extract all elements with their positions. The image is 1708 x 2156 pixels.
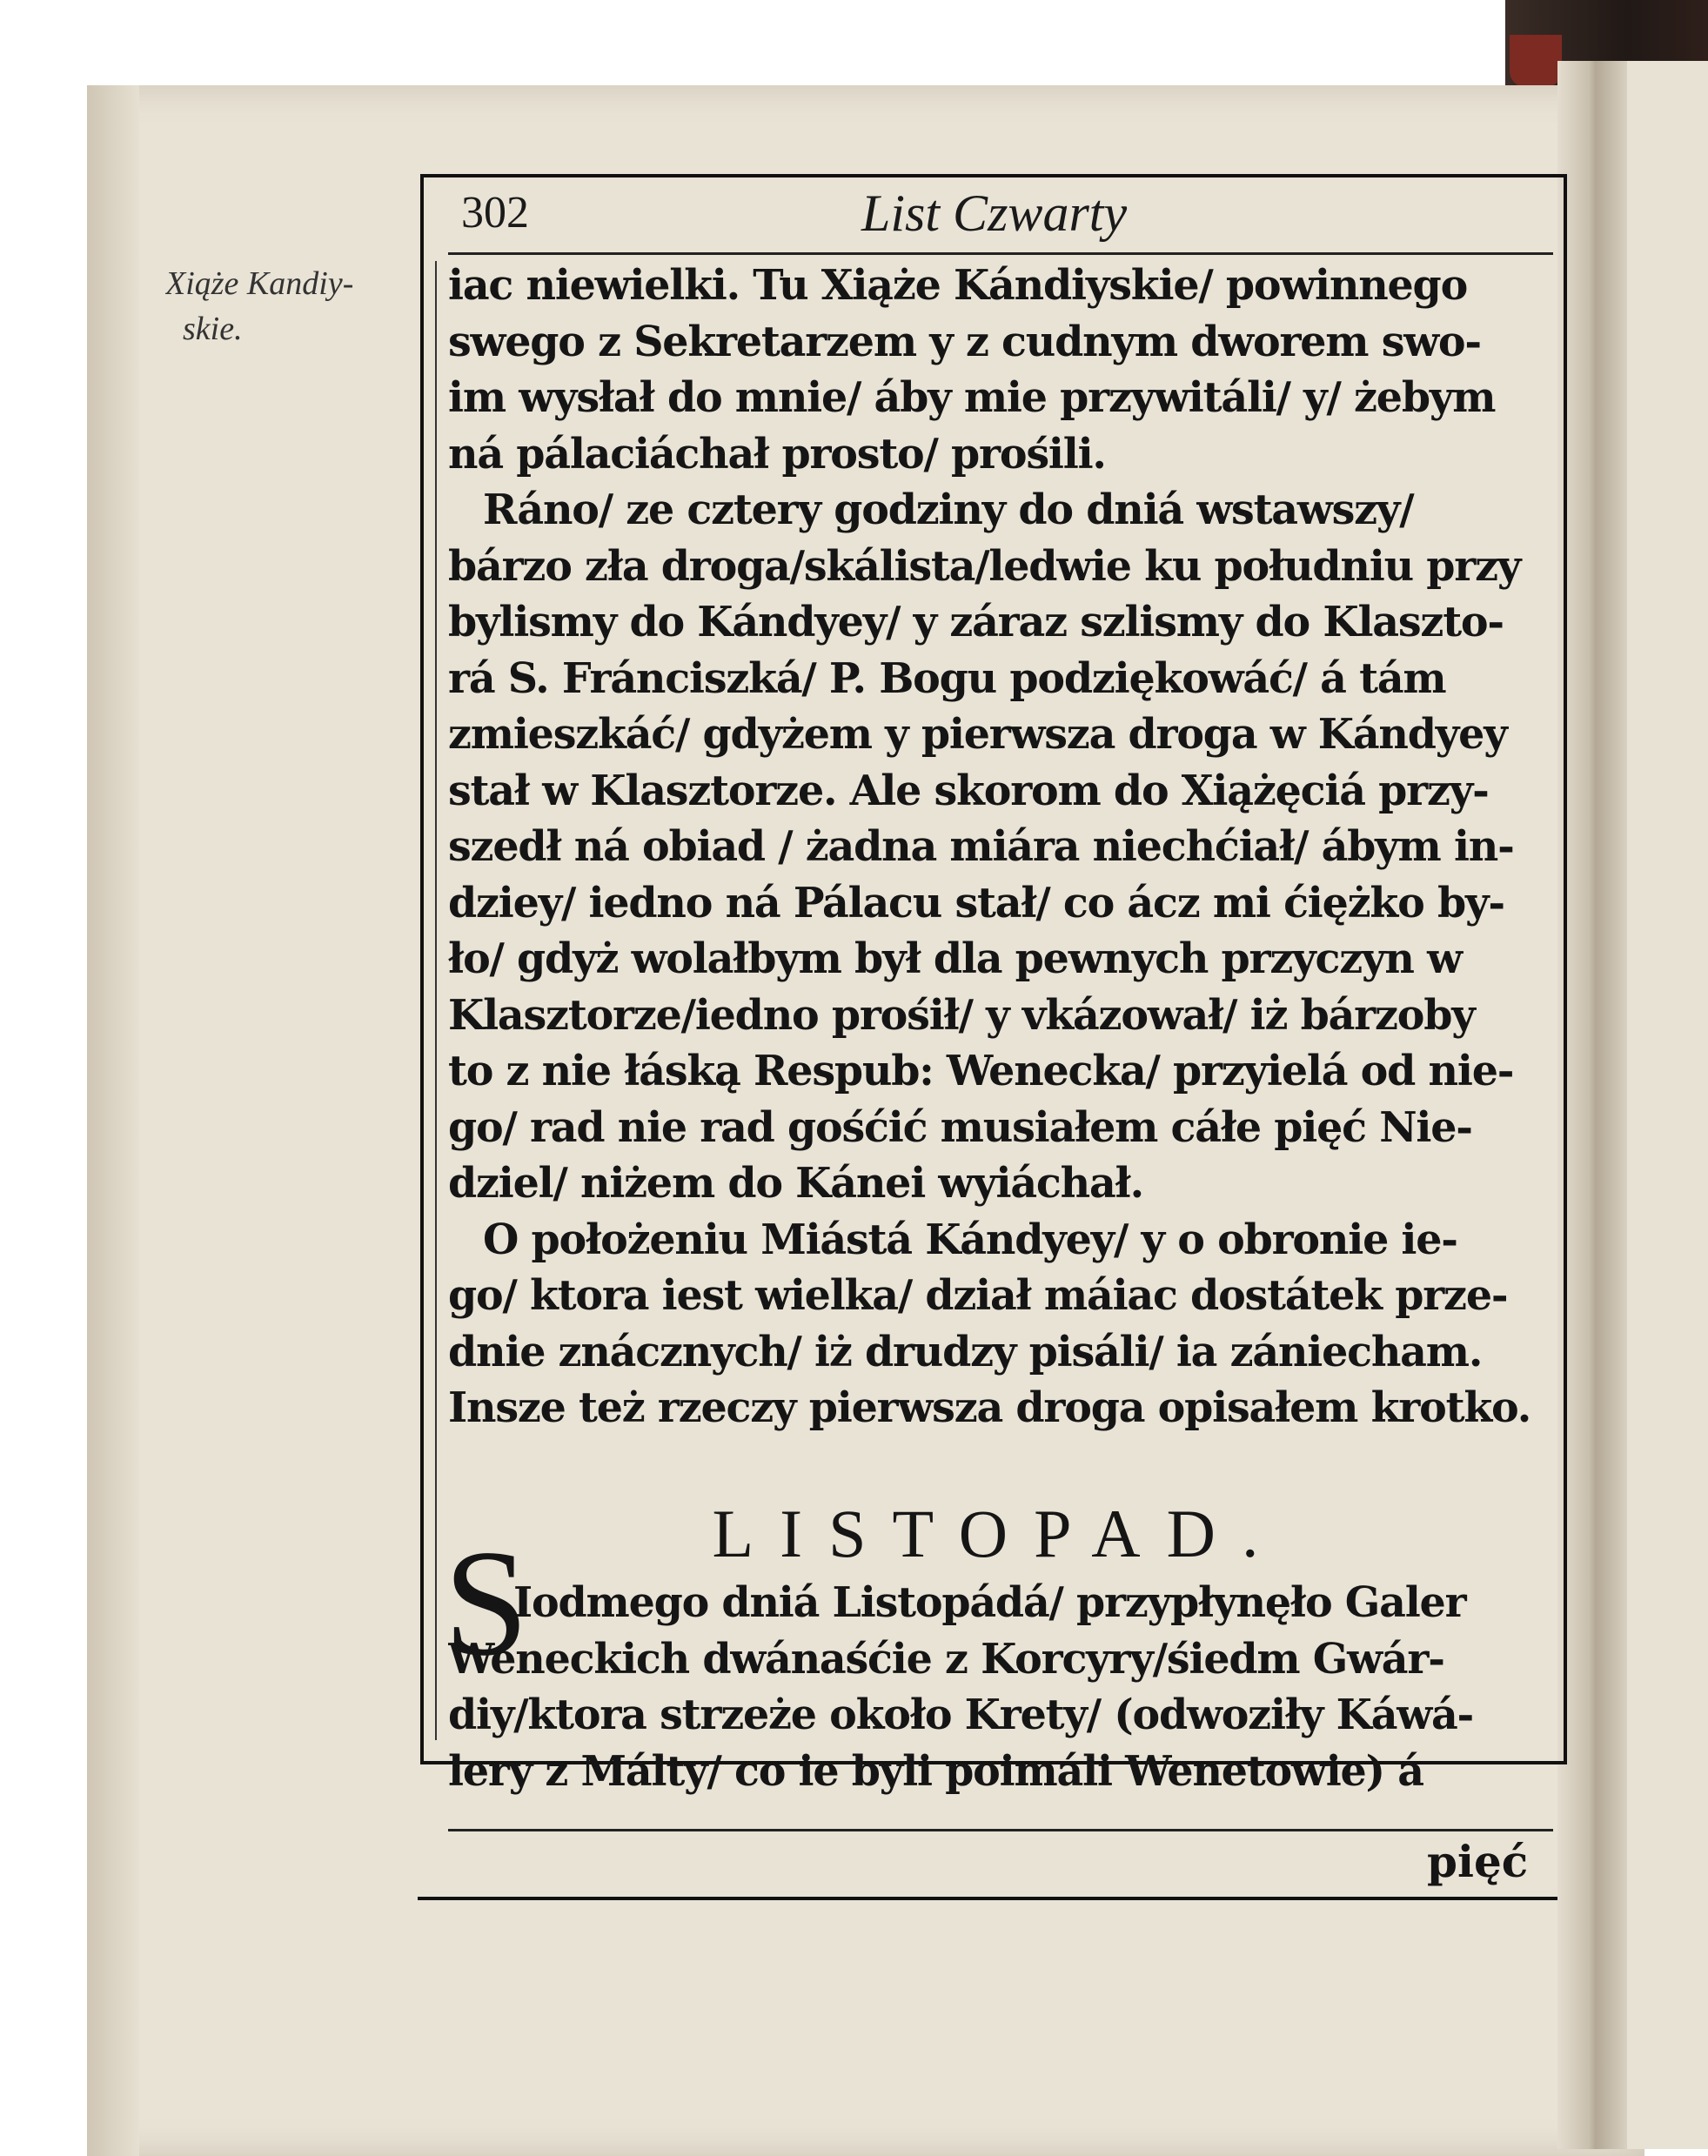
text-line: ná pálaciáchał prosto/ prośili.	[448, 429, 1106, 479]
text-line: stał w Klasztorze. Ale skorom do Xiążęciá przy-	[448, 766, 1489, 815]
marginal-note	[165, 261, 392, 352]
book-red-edge	[1510, 35, 1562, 87]
text-line: Weneckich dwánaśćie z Korcyry/śiedm Gwár-	[448, 1634, 1444, 1684]
text-line: O położeniu Miástá Kándyey/ y o obronie ie-	[483, 1215, 1457, 1264]
frame-inner-line	[435, 261, 437, 1740]
marginal-line: skie.	[183, 311, 243, 347]
text-line: diy/ktora strzeże około Krety/ (odwoziły Káwá-	[448, 1691, 1474, 1739]
text-line: bárzo zła droga/skálista/ledwie ku południu przy	[448, 541, 1521, 591]
book-gutter	[1557, 61, 1627, 2149]
page-edge	[87, 85, 139, 2156]
text-line: im wysłał do mnie/ áby mie przywitáli/ y/ żebym	[448, 373, 1496, 422]
facing-page-edge	[1627, 61, 1708, 2149]
drop-cap: S	[444, 1518, 529, 1687]
text-line: Klasztorze/iedno prośił/ y vkázował/ iż bárzoby	[448, 990, 1475, 1040]
header-rule	[448, 252, 1553, 255]
text-line: go/ rad nie rad gośćić musiałem cáłe pięć Nie-	[448, 1102, 1472, 1152]
bottom-rule	[448, 1829, 1553, 1831]
text-line: swego z Sekretarzem y z cudnym dworem swo-	[448, 317, 1481, 366]
text-line: dziey/ iedno ná Pálacu stał/ co ácz mi ćiężko by-	[448, 878, 1504, 927]
body-text	[448, 258, 1549, 1436]
text-line: bylismy do Kándyey/ y záraz szlismy do Klaszto-	[448, 598, 1504, 646]
catchword: pięć	[1427, 1836, 1529, 1887]
body-text-continued	[448, 1575, 1549, 1799]
text-line: dziel/ niżem do Kánei wyiáchał.	[448, 1159, 1143, 1208]
text-line: iac niewielki. Tu Xiąże Kándiyskie/ powinnego	[448, 261, 1468, 310]
text-line: to z nie łáską Respub: Wenecka/ przyielá od nie-	[448, 1047, 1514, 1095]
text-line: Insze też rzeczy pierwsza droga opisałem krotko.	[448, 1383, 1531, 1432]
text-line: Ráno/ ze cztery godziny do dniá wstawszy/	[483, 485, 1414, 534]
marginal-line: Xiąże Kandiy-	[165, 265, 354, 302]
page-header	[452, 178, 1549, 248]
text-line: dnie znácznych/ iż drudzy pisáli/ ia zániecham.	[448, 1327, 1483, 1376]
text-line: lery z Málty/ co ie byli poimáli Wenetowie) á	[448, 1746, 1423, 1796]
background-top	[0, 0, 1708, 96]
text-line: rá S. Fránciszká/ P. Bogu podziękowáć/ á tám	[448, 653, 1446, 703]
text-line: Iodmego dniá Listopádá/ przypłynęło Galer	[513, 1578, 1466, 1627]
text-line: go/ ktora iest wielka/ dział máiac dostátek prze-	[448, 1271, 1508, 1320]
running-title: List Czwarty	[861, 184, 1128, 242]
section-heading: LISTOPAD.	[712, 1496, 1285, 1571]
page-number: 302	[461, 188, 529, 238]
text-line: zmieszkáć/ gdyżem y pierwsza droga w Kándyey	[448, 710, 1507, 759]
bottom-rule	[418, 1897, 1557, 1900]
text-line: ło/ gdyż wolałbym był dla pewnych przyczyn w	[448, 934, 1462, 983]
text-line: szedł ná obiad / żadna miára niechćiał/ ábym in-	[448, 822, 1514, 871]
